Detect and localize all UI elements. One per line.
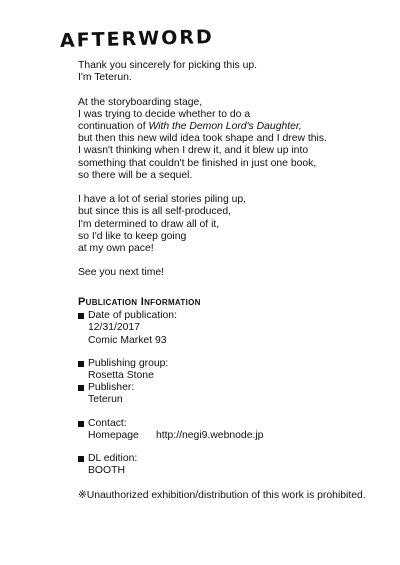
text-line: Thank you sincerely for picking this up. bbox=[78, 60, 258, 71]
dl-label-row bbox=[78, 453, 388, 465]
square-bullet-icon bbox=[78, 313, 84, 319]
homepage-url: http://negi9.webnode.jp bbox=[156, 429, 264, 441]
text-line: I'm Teterun. bbox=[78, 72, 132, 84]
text-line: but then this new wild idea took shape and I drew this. bbox=[78, 133, 327, 145]
text-line: so there will be a sequel. bbox=[78, 169, 193, 181]
dl-value: BOOTH bbox=[88, 465, 125, 477]
group-value: Rosetta Stone bbox=[88, 370, 154, 382]
publisher-group bbox=[78, 358, 388, 407]
square-bullet-icon bbox=[78, 456, 84, 462]
text-line-continuation bbox=[78, 121, 378, 133]
contact-group bbox=[78, 418, 388, 442]
contact-label: Contact: bbox=[88, 417, 127, 429]
paragraph-4 bbox=[78, 267, 378, 279]
square-bullet-icon bbox=[78, 421, 84, 427]
publication-information bbox=[78, 296, 388, 488]
date-group bbox=[78, 310, 388, 347]
date-label: Date of publication: bbox=[88, 310, 177, 322]
text-line: at my own pace! bbox=[78, 243, 154, 255]
date-value: 12/31/2017 bbox=[88, 322, 141, 334]
square-bullet-icon bbox=[78, 361, 84, 367]
text-line: I wasn't thinking when I drew it, and it blew up into bbox=[78, 145, 309, 157]
continuation-prefix: continuation of bbox=[78, 121, 149, 132]
paragraph-3 bbox=[78, 194, 378, 255]
text-line: so I'd like to keep going bbox=[78, 230, 187, 242]
text-line: something that couldn't be finished in just one book, bbox=[78, 157, 317, 169]
dl-label: DL edition: bbox=[88, 453, 138, 465]
event-value: Comic Market 93 bbox=[88, 334, 167, 346]
text-line: See you next time! bbox=[78, 267, 165, 279]
publication-heading: Publication Information bbox=[78, 296, 201, 308]
text-line: I'm determined to draw all of it, bbox=[78, 218, 220, 230]
square-bullet-icon bbox=[78, 385, 84, 391]
book-title: With the Demon Lord's Daughter, bbox=[148, 121, 302, 132]
homepage-label: Homepage bbox=[88, 429, 139, 441]
group-label-row bbox=[78, 358, 388, 370]
text-line: At the storyboarding stage, bbox=[78, 96, 203, 108]
text-line: I have a lot of serial stories piling up, bbox=[78, 194, 247, 206]
group-label: Publishing group: bbox=[88, 357, 169, 369]
publisher-value: Teterun bbox=[88, 394, 123, 406]
text-line: but since this is all self-produced, bbox=[78, 206, 232, 218]
publisher-label: Publisher: bbox=[88, 382, 135, 394]
contact-label-row bbox=[78, 418, 388, 430]
copyright-notice: ※Unauthorized exhibition/distribution of this work is prohibited. bbox=[78, 490, 366, 501]
paragraph-2 bbox=[78, 97, 378, 182]
homepage-row bbox=[78, 430, 388, 442]
afterword-text bbox=[78, 60, 378, 292]
date-label-row bbox=[78, 310, 388, 322]
paragraph-1 bbox=[78, 60, 378, 84]
dl-group bbox=[78, 453, 388, 477]
page-title: AFTERWORD bbox=[59, 25, 215, 52]
publisher-label-row bbox=[78, 382, 388, 394]
text-line: I was trying to decide whether to do a bbox=[78, 108, 251, 120]
